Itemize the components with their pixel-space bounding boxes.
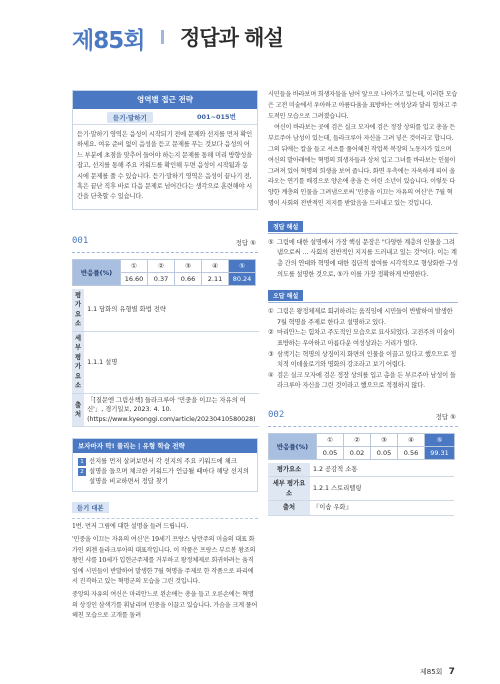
question-header bbox=[72, 236, 258, 250]
script-paragraph: 여신이 바라보는 곳에 검은 실크 모자에 검은 정장 상의를 입고 총을 든 부르주아 남성이 있는데, 들라크루아 자신을 그려 넣은 것이라고 합니다. 그의 뒤에는 칼을 들고 셔츠를 풀어헤친 작업복 복장의 노동자가 있으며 여신의 발아래에는 혁명의 희생자들과 상처 입고 그녀를 바라보는 인물이 그려져 있어 혁명의 희생을 보여 줍니다. 화면 우측에는 자욱하게 피어 올라오는 연기를 배경으로 양손에 총을 든 어린 소년이 있습니다. 이렇듯 다양한 계층의 인물을 그려냄으로써 '민중을 이끄는 자유의 여신'은 7월 혁명이 사회의 전반적인 지지를 받았음을 드러내고 있는 것입니다. bbox=[268, 124, 456, 207]
question-002 bbox=[268, 410, 458, 516]
rate-value: 0.66 bbox=[175, 272, 202, 285]
quick-strategy-text: 설명을 들으며 체크한 키워드가 언급될 때마다 해당 선지의 설명을 비교하면서 정답 찾기 bbox=[89, 468, 249, 486]
dashed-divider bbox=[268, 426, 458, 427]
page-header bbox=[0, 0, 500, 58]
page-footer bbox=[420, 667, 455, 677]
correct-explanation bbox=[268, 234, 458, 280]
rate-value: 2.11 bbox=[202, 272, 229, 285]
question-number: 002 bbox=[268, 409, 285, 420]
left-column bbox=[72, 90, 258, 624]
evaluation-meta-table bbox=[72, 289, 259, 428]
rate-value: 0.05 bbox=[371, 446, 398, 459]
header-divider bbox=[161, 30, 164, 44]
strategy-body: 듣기·말하기 영역은 음성이 시작되기 전에 문제와 선지를 먼저 확인하세요. 여유 준비 없이 음성을 듣고 문제를 푸는 것보다 음성의 어느 부분에 초점을 맞추어 들어야 하는지 문제를 통해 미리 방향성을 잡고, 선지를 통해 주요 키워드를 확인해 두면 음성이 시작됨과 동시에 문제를 풀 수 있습니다. 듣기·말하기 영역은 음성이 끝나기 전, 혹은 끝난 직후 바로 다음 문제로 넘어간다는 생각으로 훈련해야 시간을 단축할 수 있습니다. bbox=[77, 131, 253, 201]
wrong-explanation bbox=[268, 303, 458, 392]
rate-value-correct: 99.31 bbox=[425, 446, 455, 459]
script-paragraph: 시민들을 바라보며 희생자들을 넘어 앞으로 나아가고 있는데, 이러한 모습은 고전 미술에서 우아하고 아름다움을 표방하는 여성상과 달리 힘차고 주도적인 모습으로 그려졌습니다. bbox=[268, 91, 458, 120]
explanation-text: 그림에 대한 설명에서 가장 핵심 문장은 "다양한 계층의 인물을 그려냄으로써 … 사회의 전반적인 지지를 드러내고 있는 것"이다. 이는 계층 간의 연대와 혁명에 대한 집단적 참여를 시각적으로 형상화한 구성 의도를 설명한 것으로, ⑤가 이를 가장 정확하게 반영한다. bbox=[277, 238, 458, 278]
quick-strategy-text: 선지를 먼저 살펴보면서 각 선지의 주요 키워드에 체크 bbox=[89, 458, 237, 466]
meta-value: 1.2 공감적 소통 bbox=[310, 463, 454, 477]
exam-number: 제85회 bbox=[72, 28, 145, 54]
meta-key: 세부 평가요소 bbox=[72, 331, 84, 393]
quick-strategy-heading: 보자마자 딱! 풀리는 | 유형 학습 전략 bbox=[73, 439, 257, 453]
page-title: 정답과 해설 bbox=[180, 26, 283, 50]
wrong-explanation-tag: 오답 해설 bbox=[268, 290, 303, 301]
choice-marker: ③ bbox=[268, 350, 274, 358]
explanation-item bbox=[268, 328, 458, 349]
script-paragraph: 중앙의 자유의 여신은 마리안느로 왼손에는 총을 들고 오른손에는 혁명의 상징인 삼색기를 휘날리며 민중을 이끌고 있습니다. 가슴을 크게 풀어헤친 모습으로 고개를 돌려 bbox=[72, 590, 258, 620]
script-paragraph: '민중을 이끄는 자유의 여신'은 19세기 프랑스 낭만주의 미술의 대표 화가인 외젠 들라크루아의 대표작입니다. 이 작품은 프랑스 부르봉 왕조의 왕인 샤를 10세가 입헌군주제를 거부하고 왕정체제로 회귀하려는 움직임에 시민들이 반발하여 발생한 7월 혁명을 주제로 한 작품으로 파리에서 진격하고 있는 혁명군의 모습을 그린 것입니다. bbox=[72, 535, 256, 586]
rate-label: 반응률(%) bbox=[73, 259, 121, 285]
explanation-text: 검은 실크 모자에 검은 정장 상의를 입고 총을 든 부르주아 남성이 들라크루아 자신을 그린 것이라고 했으므로 적절하지 않다. bbox=[277, 371, 456, 390]
script-tag: 듣기 대본 bbox=[72, 502, 109, 513]
explanation-item bbox=[268, 307, 458, 328]
meta-value: 1.1.1 설명 bbox=[84, 331, 259, 393]
choice-header: ④ bbox=[398, 433, 425, 446]
strategy-box bbox=[72, 90, 258, 210]
choice-header-correct: ⑤ bbox=[425, 433, 455, 446]
right-column bbox=[268, 90, 458, 516]
strategy-area-tag: 듣기·말하기 bbox=[107, 112, 153, 123]
listening-script bbox=[72, 518, 258, 621]
rate-value: 0.56 bbox=[398, 446, 425, 459]
question-number: 001 bbox=[72, 235, 89, 246]
question-header bbox=[268, 410, 458, 424]
script-paragraph: 1번. 먼저 그림에 대한 설명을 들려 드립니다. bbox=[72, 523, 189, 531]
meta-key: 출처 bbox=[268, 501, 310, 516]
response-rate-table bbox=[268, 433, 455, 460]
choice-header: ③ bbox=[371, 433, 398, 446]
choice-marker: ⑤ bbox=[268, 238, 274, 246]
evaluation-meta-table bbox=[268, 463, 454, 516]
choice-header-correct: ⑤ bbox=[229, 259, 256, 272]
explanation-text: 삼색기는 혁명의 상징이지 화면의 인물을 이끌고 있다고 했으므로 정치적 이데올로기와 명화의 강조라고 보기 어렵다. bbox=[277, 350, 457, 369]
rate-value: 16.60 bbox=[121, 272, 148, 285]
quick-strategy-item bbox=[78, 467, 252, 487]
script-continuation bbox=[268, 90, 458, 210]
explanation-item bbox=[268, 350, 458, 371]
strategy-subheader bbox=[73, 109, 257, 125]
response-rate-table bbox=[72, 259, 256, 286]
rate-value: 0.02 bbox=[344, 446, 371, 459]
meta-value-source: 「[질문엔 그림산책] 들라크루아 '민중을 이끄는 자유의 여신'」, 경기일보, 2023. 4. 10. (https://www.kyeonggi.com/article/20230410580028) bbox=[84, 393, 259, 427]
explanation-text: 그림은 왕정체제로 회귀하려는 움직임에 시민들이 반발하여 발생한 7월 혁명을 주제로 한다고 설명하고 있다. bbox=[277, 308, 453, 326]
quick-strategy-body bbox=[73, 453, 257, 491]
choice-header: ② bbox=[148, 259, 175, 272]
rate-value: 0.05 bbox=[317, 446, 344, 459]
quick-strategy-item bbox=[78, 457, 252, 467]
choice-marker: ② bbox=[268, 329, 274, 337]
explanation-item bbox=[268, 238, 458, 280]
answer-label: 정답 ⑤ bbox=[435, 412, 456, 421]
meta-key: 평가요소 bbox=[72, 289, 84, 332]
rate-value-correct: 80.24 bbox=[229, 272, 256, 285]
choice-header: ① bbox=[317, 433, 344, 446]
step-badge: 1 bbox=[78, 458, 86, 466]
footer-exam-label: 제85회 bbox=[420, 668, 443, 676]
meta-key: 출처 bbox=[72, 393, 84, 427]
answer-label: 정답 ⑤ bbox=[235, 238, 256, 247]
step-badge: 2 bbox=[78, 468, 86, 476]
choice-header: ② bbox=[344, 433, 371, 446]
choice-header: ① bbox=[121, 259, 148, 272]
choice-header: ④ bbox=[202, 259, 229, 272]
rate-label: 반응률(%) bbox=[269, 433, 317, 459]
dashed-divider bbox=[72, 252, 258, 253]
choice-marker: ① bbox=[268, 308, 274, 316]
choice-header: ③ bbox=[175, 259, 202, 272]
explanation-item bbox=[268, 371, 458, 392]
choice-marker: ④ bbox=[268, 371, 274, 379]
meta-key: 평가요소 bbox=[268, 463, 310, 477]
meta-value: 1.2.1 스토리텔링 bbox=[310, 477, 454, 501]
quick-strategy-box bbox=[72, 438, 258, 492]
question-001 bbox=[72, 236, 258, 428]
explanation-text: 마리안느는 힘차고 주도적인 모습으로 묘사되었다. 고전주의 미술이 표방하는 우아하고 아름다운 여성상과는 거리가 멀다. bbox=[277, 329, 455, 347]
page-number: 7 bbox=[448, 667, 455, 677]
rate-value: 0.37 bbox=[148, 272, 175, 285]
meta-key: 세부 평가요소 bbox=[268, 477, 310, 501]
strategy-heading: 영역별 접근 전략 bbox=[73, 91, 257, 109]
strategy-range: 001~015번 bbox=[197, 113, 236, 121]
meta-value: 1.1 담화의 유형별 화법 전략 bbox=[84, 289, 259, 332]
correct-explanation-tag: 정답 해설 bbox=[268, 221, 303, 232]
meta-value-source: 『이솝 우화』 bbox=[310, 501, 454, 516]
